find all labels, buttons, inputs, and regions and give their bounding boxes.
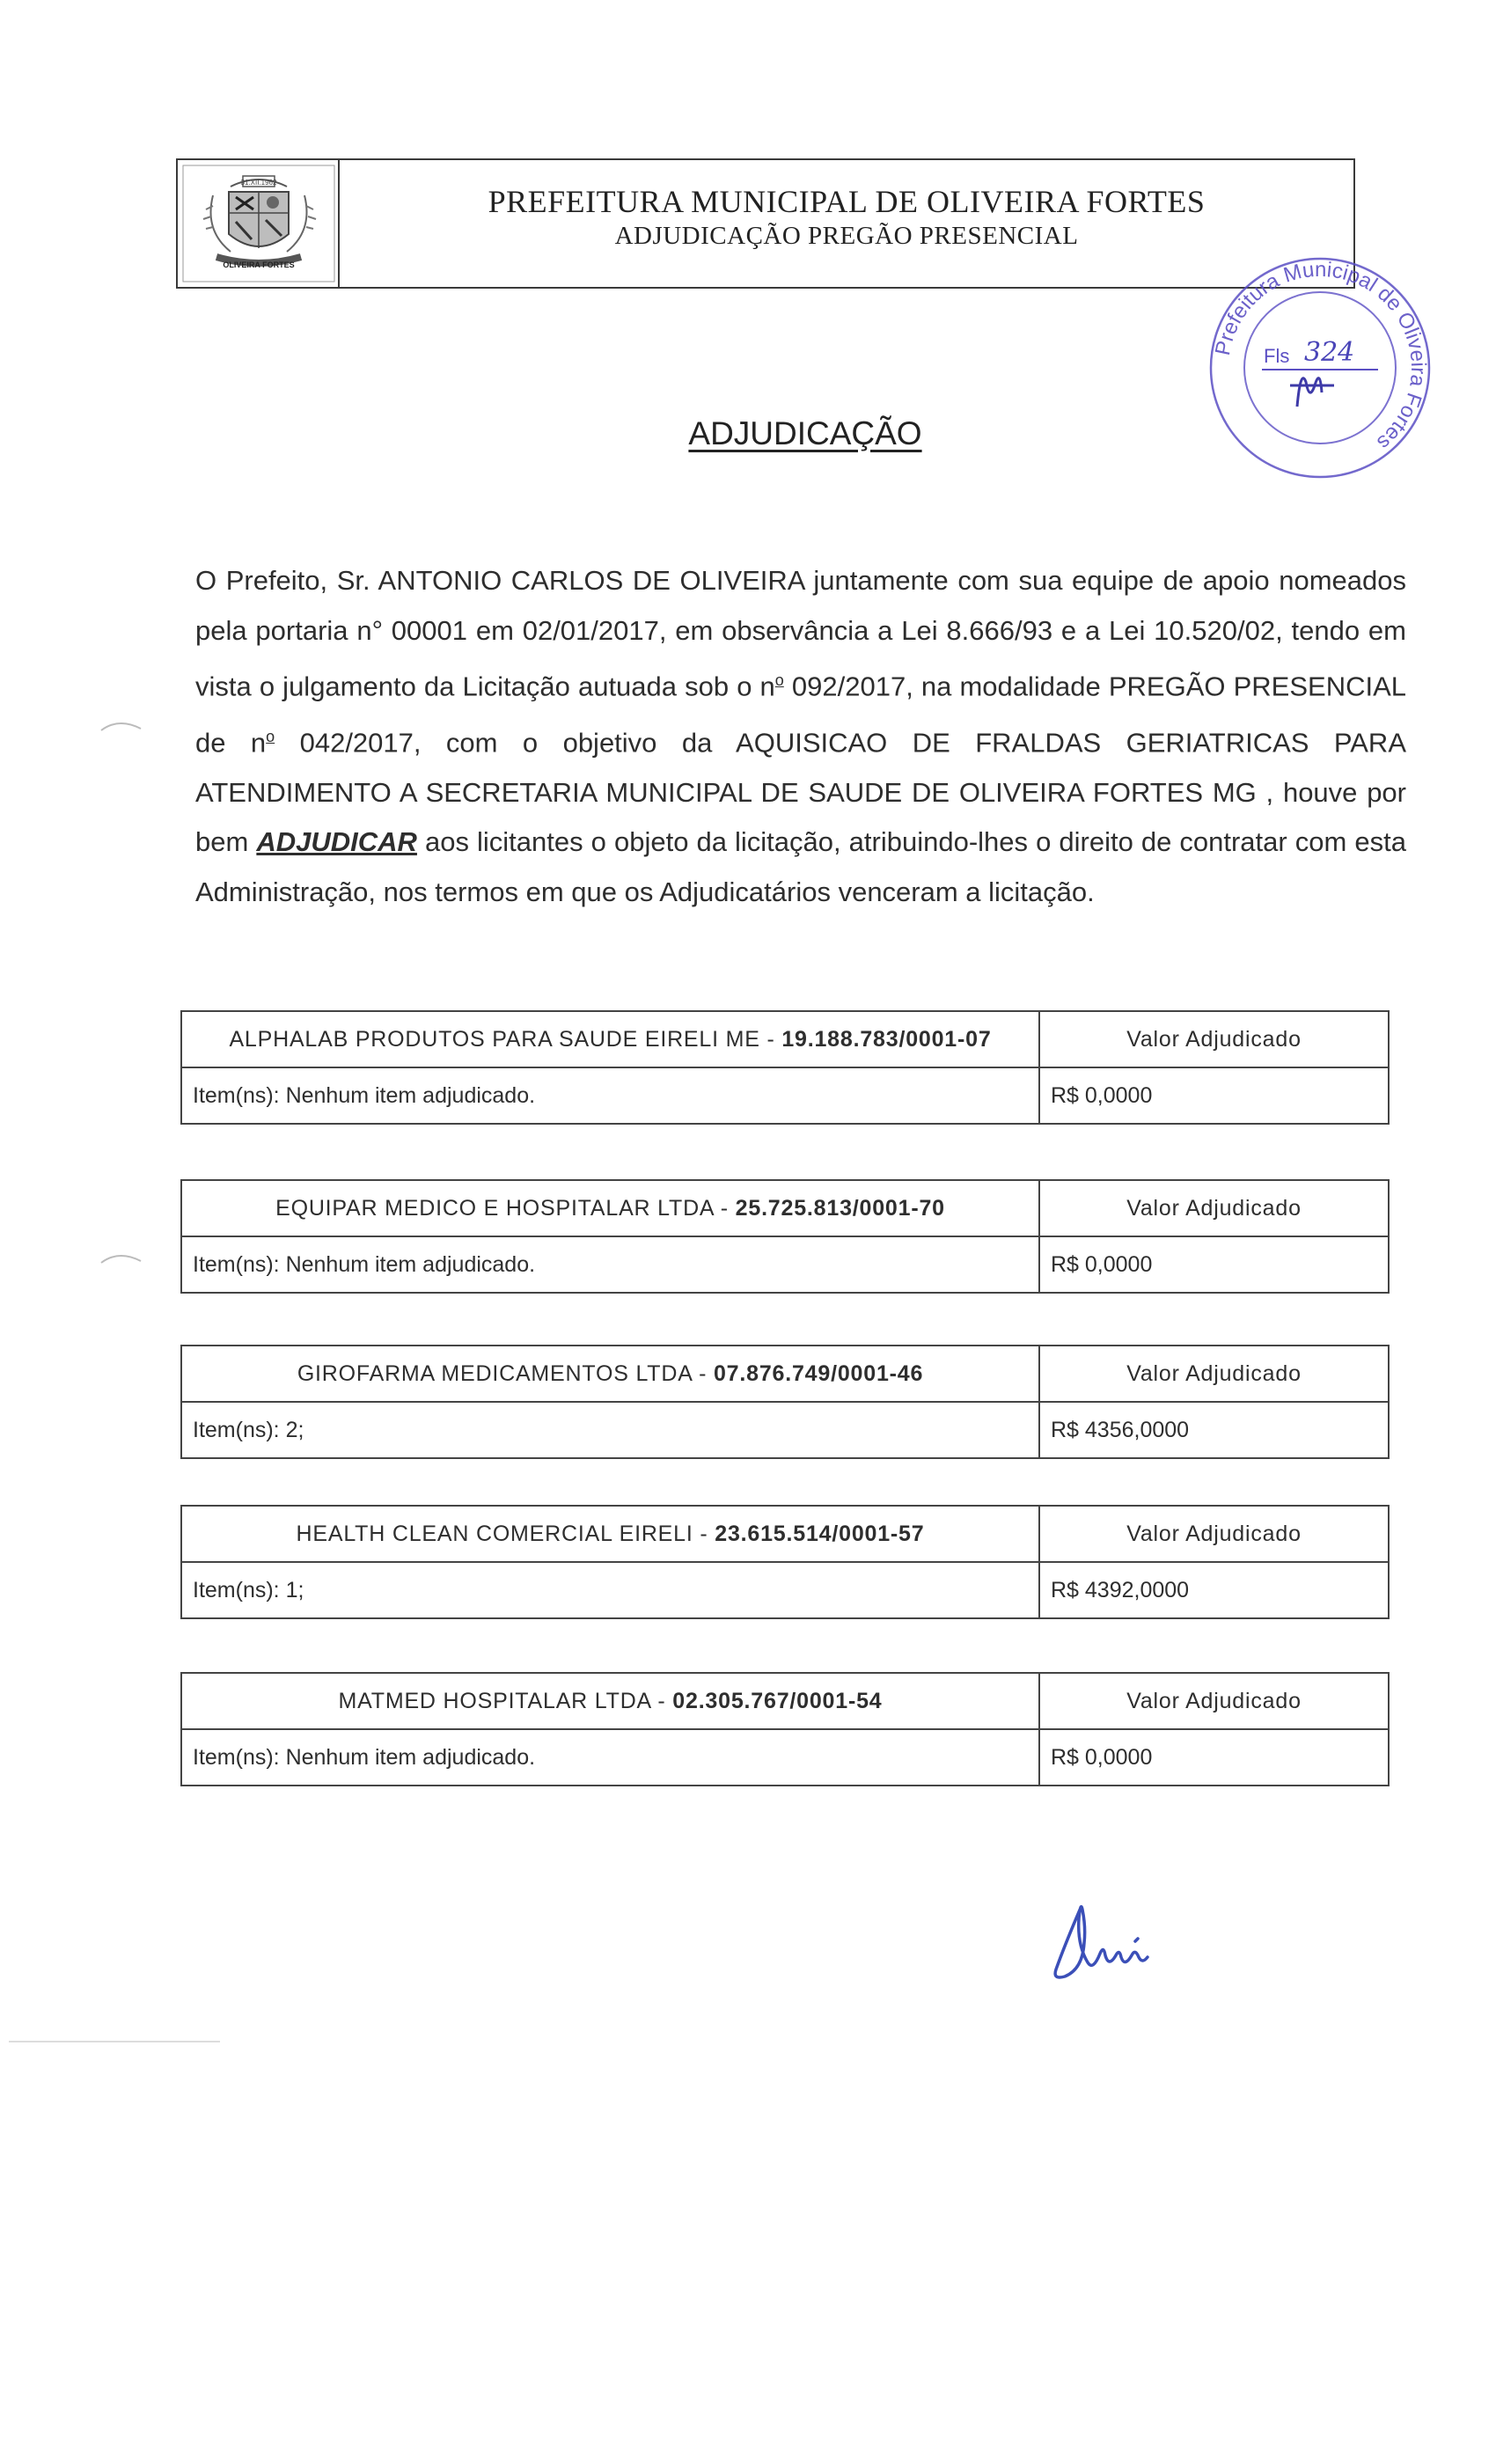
paragraph-text: 042/2017, com o objetivo da AQUISICAO DE FRALDAS GERIATRICAS PARA ATENDIMENTO A SECRETARIA MUNICIPAL DE SAUDE DE OLIVEIRA FORTES MG , houve por bem xyxy=(195,727,1406,858)
vendor-value: R$ 4392,0000 xyxy=(1039,1562,1389,1618)
vendor-cnpj: 02.305.767/0001-54 xyxy=(672,1688,883,1713)
adjudicar-emphasis: ADJUDICAR xyxy=(256,826,417,858)
vendor-value: R$ 4356,0000 xyxy=(1039,1402,1389,1458)
stamp-fls-number: 324 xyxy=(1304,337,1355,368)
signature-icon xyxy=(1030,1892,1223,1989)
vendor-name: EQUIPAR MEDICO E HOSPITALAR LTDA xyxy=(275,1195,715,1221)
scan-line xyxy=(0,2037,229,2046)
vendor-name: ALPHALAB PRODUTOS PARA SAUDE EIRELI ME xyxy=(229,1026,760,1052)
paragraph-text: O Prefeito, Sr. ANTONIO CARLOS DE OLIVEIRA juntamente com sua equipe de apoio nomeados pela portaria n° 00001 em 02/01/2017, em observância a Lei 8.666/93 e a Lei 10.520/02, tendo em vista o julgamento da Licitação autuada sob o n xyxy=(195,565,1406,702)
scan-mark xyxy=(97,1245,150,1272)
value-header: Valor Adjudicado xyxy=(1039,1346,1389,1402)
value-header: Valor Adjudicado xyxy=(1039,1673,1389,1729)
vendor-table-alphalab xyxy=(180,1010,1388,1123)
vendor-table-girofarma xyxy=(180,1345,1388,1457)
paragraph-text: aos licitantes o objeto da licitação, atribuindo-lhes o direito de contratar com esta Administração, nos termos em que os Adjudicatários venceram a licitação. xyxy=(195,826,1406,907)
header-subtitle: ADJUDICAÇÃO PREGÃO PRESENCIAL xyxy=(614,222,1079,250)
value-header: Valor Adjudicado xyxy=(1039,1011,1389,1067)
vendor-value: R$ 0,0000 xyxy=(1039,1236,1389,1293)
vendor-name-cell: EQUIPAR MEDICO E HOSPITALAR LTDA - 25.725.813/0001-70 xyxy=(181,1180,1039,1236)
document-title: ADJUDICAÇÃO xyxy=(688,415,922,451)
vendor-items: Item(ns): 2; xyxy=(181,1402,1039,1458)
vendor-items: Item(ns): Nenhum item adjudicado. xyxy=(181,1067,1039,1124)
crest-icon xyxy=(178,160,340,287)
vendor-name-cell: ALPHALAB PRODUTOS PARA SAUDE EIRELI ME - 19.188.783/0001-07 xyxy=(181,1011,1039,1067)
vendor-table-health-clean xyxy=(180,1505,1388,1617)
vendor-cnpj: 19.188.783/0001-07 xyxy=(781,1026,992,1052)
vendor-items: Item(ns): Nenhum item adjudicado. xyxy=(181,1236,1039,1293)
vendor-name: HEALTH CLEAN COMERCIAL EIRELI xyxy=(296,1521,693,1546)
vendor-value: R$ 0,0000 xyxy=(1039,1067,1389,1124)
vendor-items: Item(ns): Nenhum item adjudicado. xyxy=(181,1729,1039,1786)
value-header: Valor Adjudicado xyxy=(1039,1506,1389,1562)
stamp-initials-icon xyxy=(1290,378,1334,407)
adjudication-paragraph xyxy=(195,556,1406,917)
svg-text:31.XII.1962: 31.XII.1962 xyxy=(240,179,277,187)
vendor-name-cell: GIROFARMA MEDICAMENTOS LTDA - 07.876.749/0001-46 xyxy=(181,1346,1039,1402)
stamp-ring-text: Prefeitura Municipal de Oliveira Fortes xyxy=(1210,257,1431,455)
municipal-crest xyxy=(178,160,340,287)
vendor-name: GIROFARMA MEDICAMENTOS LTDA xyxy=(297,1360,693,1386)
ordinal-mark: o xyxy=(774,671,784,689)
vendor-cnpj: 25.725.813/0001-70 xyxy=(735,1195,945,1221)
vendor-cnpj: 23.615.514/0001-57 xyxy=(715,1521,925,1546)
vendor-value: R$ 0,0000 xyxy=(1039,1729,1389,1786)
vendor-cnpj: 07.876.749/0001-46 xyxy=(713,1360,924,1386)
vendor-name-cell: MATMED HOSPITALAR LTDA - 02.305.767/0001-54 xyxy=(181,1673,1039,1729)
ordinal-mark: o xyxy=(266,727,275,745)
vendor-items: Item(ns): 1; xyxy=(181,1562,1039,1618)
stamp-fls-label: Fls xyxy=(1264,345,1290,367)
vendor-name: MATMED HOSPITALAR LTDA xyxy=(338,1688,651,1713)
vendor-table-matmed xyxy=(180,1672,1388,1785)
document-header xyxy=(176,158,1355,289)
paragraph-text: 092/2017, na modalidade PREGÃO PRESENCIAL de n xyxy=(195,671,1407,759)
scan-mark xyxy=(97,713,150,739)
vendor-table-equipar xyxy=(180,1179,1388,1292)
vendor-name-cell: HEALTH CLEAN COMERCIAL EIRELI - 23.615.514/0001-57 xyxy=(181,1506,1039,1562)
header-title: PREFEITURA MUNICIPAL DE OLIVEIRA FORTES xyxy=(488,184,1206,219)
svg-text:OLIVEIRA FORTES: OLIVEIRA FORTES xyxy=(223,260,295,269)
value-header: Valor Adjudicado xyxy=(1039,1180,1389,1236)
